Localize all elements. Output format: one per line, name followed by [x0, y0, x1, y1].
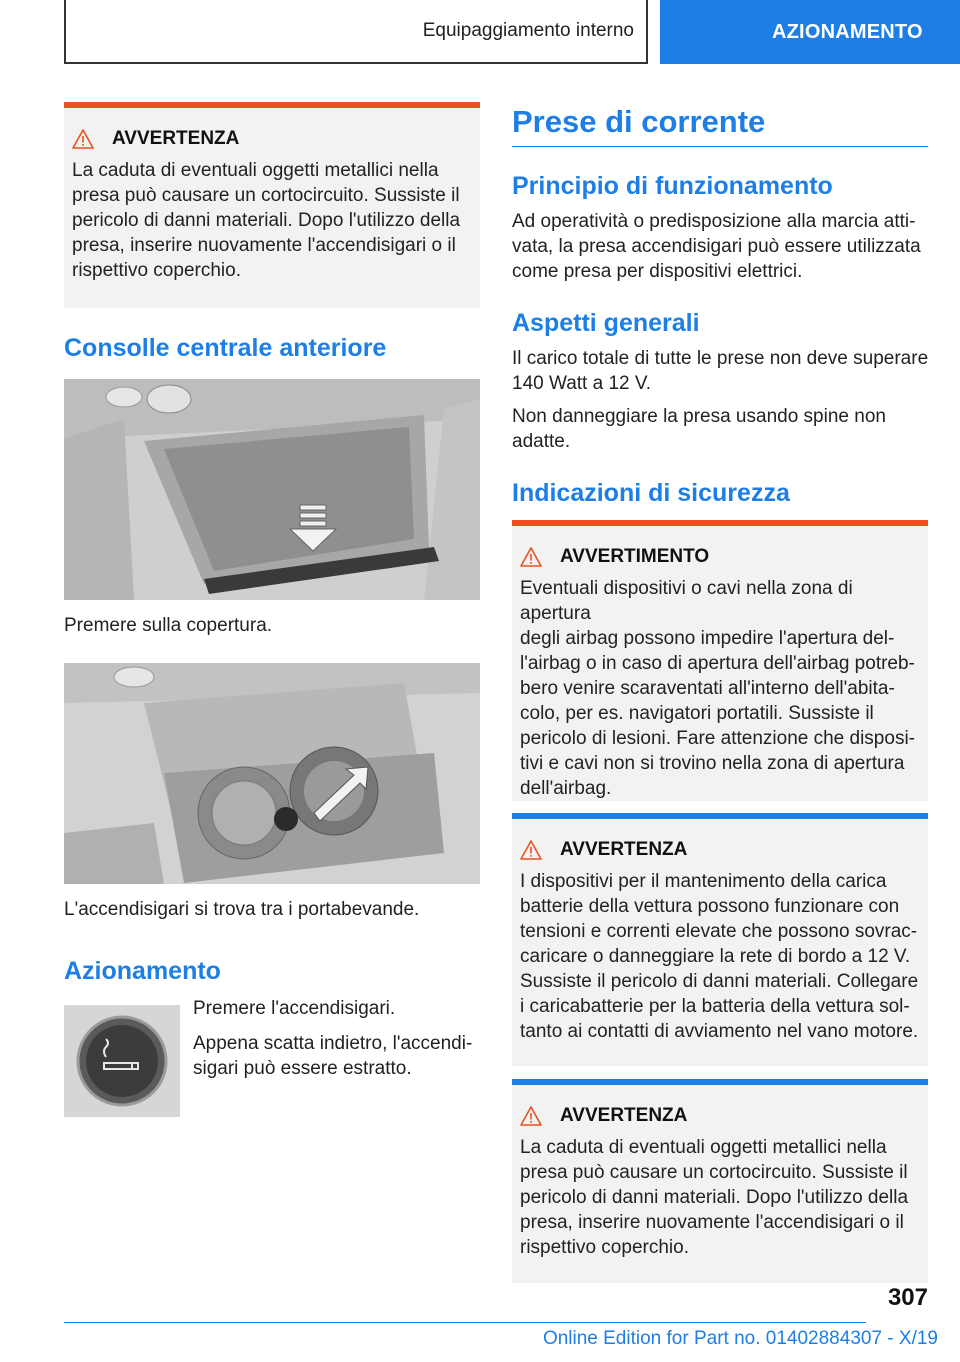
general-paragraph-2 [512, 404, 886, 454]
text-line: Il carico totale di tutte le prese non deve superare [512, 348, 929, 369]
heading-safety: Indicazioni di sicurezza [512, 479, 790, 507]
page-number: 307 [887, 1284, 928, 1311]
caption-press-cover: Premere sulla copertura. [64, 615, 273, 636]
heading-operation: Azionamento [64, 957, 221, 985]
warning-line: La caduta di eventuali oggetti metallici nella [520, 1137, 887, 1158]
text-line: sigari può essere estratto. [193, 1058, 412, 1079]
operation-instruction: Premere l'accendisigari. [193, 998, 396, 1019]
warning-line: presa, inserire nuovamente l'accendisigari o il [520, 1212, 904, 1233]
warning-title [520, 839, 920, 861]
title-rule [512, 146, 928, 147]
warning-triangle-icon [520, 547, 542, 567]
warning-box-metal-objects [512, 1079, 928, 1283]
warning-line: colo, per es. navigatori portatili. Sussiste il [520, 703, 874, 724]
warning-line: Sussiste il pericolo di danni materiali. Collegare [520, 971, 919, 992]
warning-title-text: AVVERTENZA [560, 839, 688, 860]
footer-edition-text: Online Edition for Part no. 01402884307 - X/19 [542, 1328, 938, 1349]
warning-line: pericolo di danni materiali. Dopo l'utilizzo della [520, 1187, 909, 1208]
heading-console: Consolle centrale anteriore [64, 334, 387, 362]
warning-line: pericolo di danni materiali. Dopo l'utilizzo della [72, 210, 461, 231]
warning-line: pericolo di lesioni. Fare attenzione che disposi- [520, 728, 915, 749]
general-paragraph-1 [512, 346, 928, 396]
warning-line: I dispositivi per il mantenimento della carica [520, 871, 887, 892]
console-cover-illustration [64, 379, 480, 600]
warning-line: La caduta di eventuali oggetti metallici nella [72, 160, 439, 181]
warning-title [520, 1105, 920, 1127]
header-section-title: Equipaggiamento interno [422, 20, 634, 41]
text-line: Non danneggiare la presa usando spine non [512, 406, 886, 427]
text-line: 140 Watt a 12 V. [512, 373, 652, 394]
warning-line: bero venire scaraventati all'interno dell'abita- [520, 678, 895, 699]
page-title: Prese di corrente [512, 104, 766, 139]
warning-title [520, 546, 920, 568]
warning-triangle-icon [520, 1106, 542, 1126]
header-tab-label: AZIONAMENTO [772, 20, 923, 43]
warning-box-airbag [512, 520, 928, 801]
cigarette-lighter-icon [64, 1005, 180, 1117]
heading-principle: Principio di funzionamento [512, 172, 833, 200]
text-line: vata, la presa accendisigari può essere utilizzata [512, 236, 921, 257]
warning-line: dell'airbag. [520, 778, 612, 799]
warning-box-charger [512, 813, 928, 1066]
footer-rule [64, 1322, 866, 1323]
text-line: come presa per dispositivi elettrici. [512, 261, 803, 282]
warning-line: Eventuali dispositivi o cavi nella zona di apertura [520, 578, 853, 624]
warning-line: caricare o danneggiare la rete di bordo a 12 V. [520, 946, 911, 967]
warning-line: presa può causare un cortocircuito. Sussiste il [72, 185, 460, 206]
warning-line: presa può causare un cortocircuito. Sussiste il [520, 1162, 908, 1183]
warning-line: i caricabatterie per la batteria della vettura sol- [520, 996, 910, 1017]
warning-line: tensioni e correnti elevate che possono sovrac- [520, 921, 918, 942]
lighter-button-image [64, 1005, 180, 1117]
warning-box-left [64, 102, 480, 308]
cup-holders-illustration [64, 663, 480, 884]
heading-general: Aspetti generali [512, 309, 700, 337]
header-tab-azionamento[interactable] [660, 0, 960, 64]
text-line: Ad operatività o predisposizione alla marcia atti- [512, 211, 916, 232]
warning-title-text: AVVERTENZA [560, 1105, 688, 1126]
caption-lighter-location: L'accendisigari si trova tra i portabevande. [64, 899, 420, 920]
warning-line: presa, inserire nuovamente l'accendisigari o il [72, 235, 456, 256]
warning-line: rispettivo coperchio. [72, 260, 241, 281]
warning-title-text: AVVERTIMENTO [560, 546, 710, 567]
photo-console-cover [64, 379, 480, 600]
warning-line: rispettivo coperchio. [520, 1237, 689, 1258]
warning-title [72, 128, 472, 150]
warning-line: tanto ai contatti di avviamento nel vano motore. [520, 1021, 919, 1042]
photo-cup-holders [64, 663, 480, 884]
warning-line: degli airbag possono impedire l'apertura del- [520, 628, 895, 649]
text-line: adatte. [512, 431, 571, 452]
text-line: Appena scatta indietro, l'accendi- [193, 1033, 473, 1054]
header-section-box [64, 0, 648, 64]
warning-line: batterie della vettura possono funzionare con [520, 896, 900, 917]
warning-title-text: AVVERTENZA [112, 128, 240, 149]
warning-line: l'airbag o in caso di apertura dell'airbag potreb- [520, 653, 915, 674]
principle-paragraph [512, 209, 921, 284]
operation-note [193, 1031, 472, 1081]
warning-triangle-icon [520, 840, 542, 860]
warning-triangle-icon [72, 129, 94, 149]
warning-line: tivi e cavi non si trovino nella zona di apertura [520, 753, 905, 774]
